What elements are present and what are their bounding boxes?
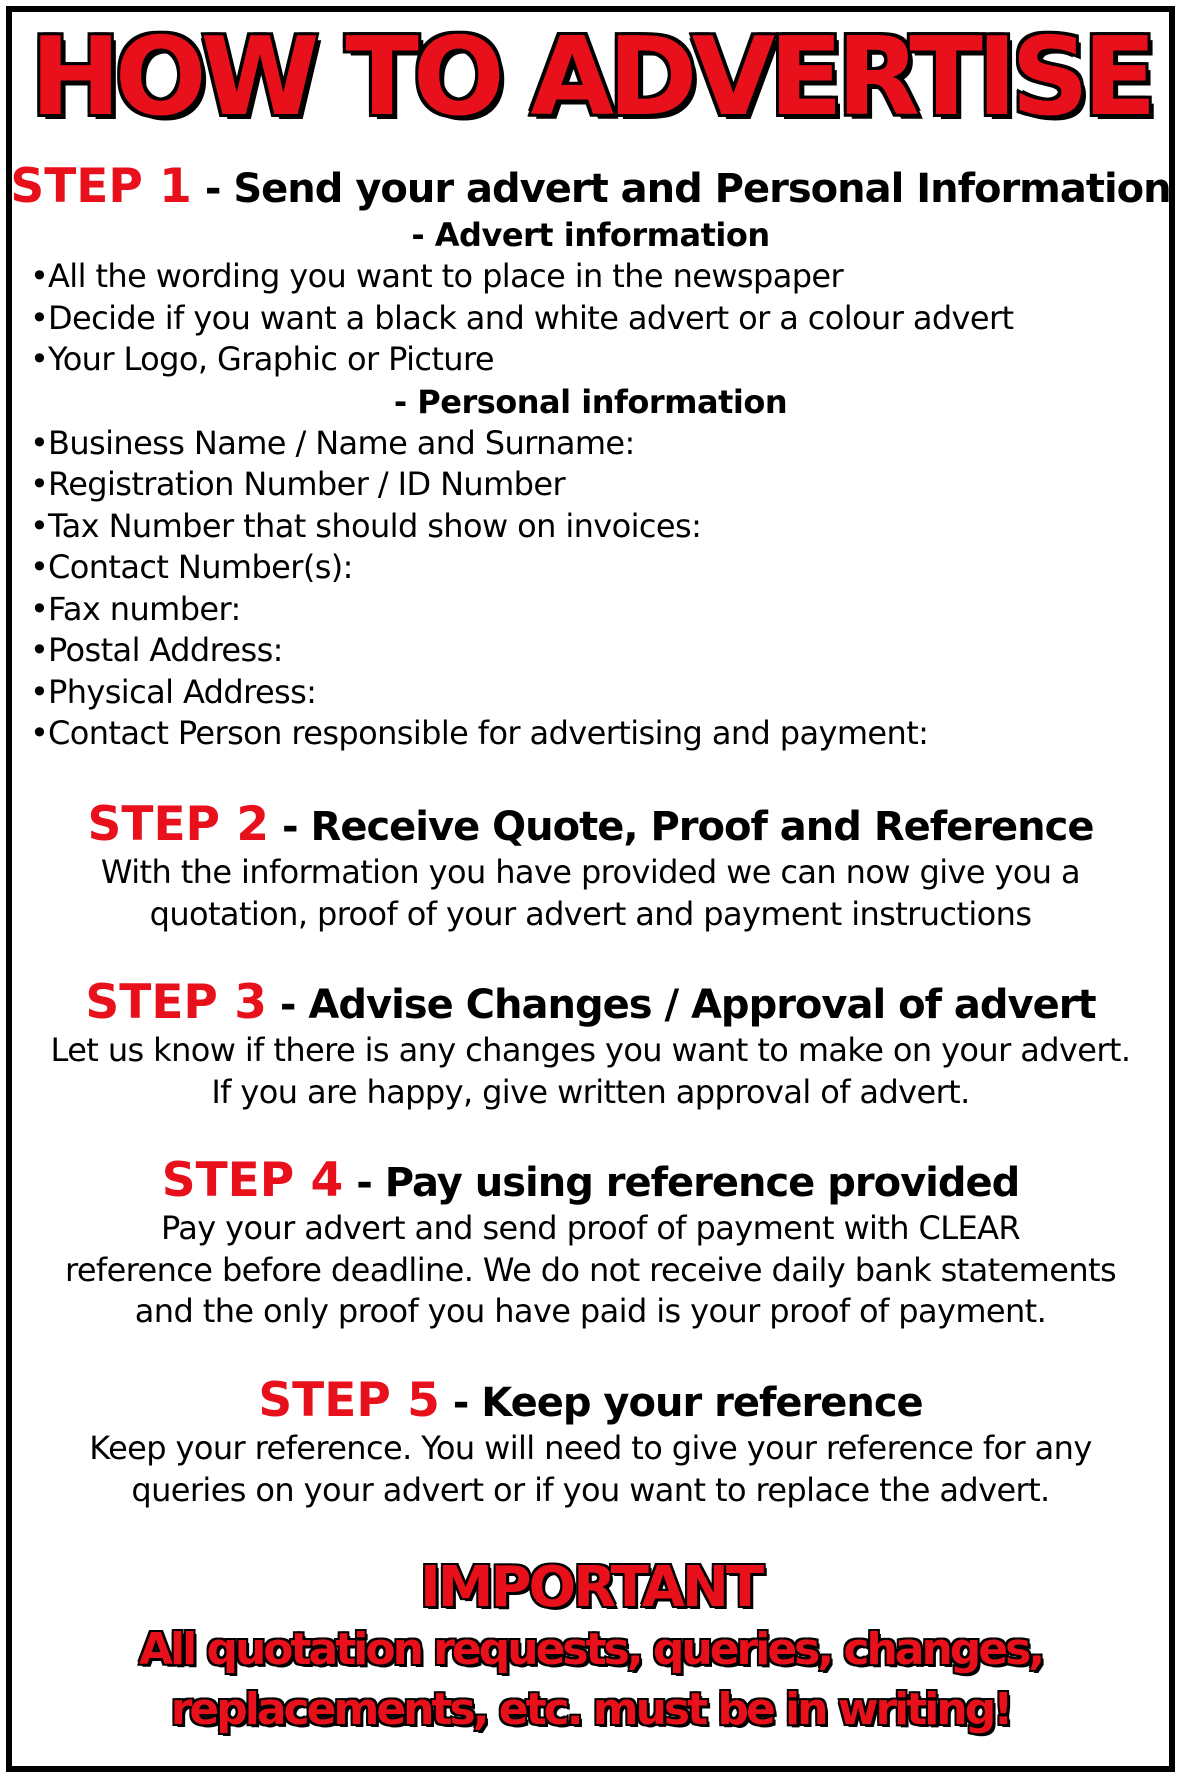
personal-info-list [0, 423, 1181, 755]
step-2-heading [0, 797, 1181, 852]
step-5-heading [0, 1373, 1181, 1428]
step-1-heading [0, 159, 1181, 214]
important-title: IMPORTANT [419, 1555, 762, 1620]
step-2-text: With the information you have provided we can now give you a quotation, proof of your advert and payment instructions [100, 853, 1081, 933]
step-3-section [0, 975, 1181, 1113]
step-4-text: Pay your advert and send proof of payment with CLEAR reference before deadline. We do not receive daily bank statements and the only proof you have paid is your proof of payment. [64, 1209, 1117, 1330]
list-item: • Business Name / Name and Surname: [30, 423, 1181, 465]
important-section [0, 1556, 1181, 1740]
list-item: • Tax Number that should show on invoices: [30, 506, 1181, 548]
step-4-heading [0, 1153, 1181, 1208]
step-2-section [0, 797, 1181, 935]
list-item: • Contact Number(s): [30, 547, 1181, 589]
step-3-text: Let us know if there is any changes you want to make on your advert. If you are happy, give written approval of advert. [50, 1031, 1131, 1111]
list-item: • Physical Address: [30, 672, 1181, 714]
step-1-number: STEP 1 [10, 159, 192, 214]
step-3-title: - Advise Changes / Approval of advert [279, 982, 1096, 1028]
list-item: • Registration Number / ID Number [30, 464, 1181, 506]
step-3-number: STEP 3 [85, 975, 267, 1030]
step-4-section [0, 1153, 1181, 1333]
list-item: • Contact Person responsible for advertising and payment: [30, 713, 1181, 755]
list-item: • Decide if you want a black and white advert or a colour advert [30, 298, 1181, 340]
list-item: • Postal Address: [30, 630, 1181, 672]
step-2-title: - Receive Quote, Proof and Reference [282, 804, 1094, 850]
list-item: • Fax number: [30, 589, 1181, 631]
step-1-title: - Send your advert and Personal Information [204, 166, 1171, 212]
list-item: • All the wording you want to place in the newspaper [30, 256, 1181, 298]
page-title: HOW TO ADVERTISE [30, 15, 1151, 140]
step-4-title: - Pay using reference provided [356, 1160, 1020, 1206]
list-item: • Your Logo, Graphic or Picture [30, 339, 1181, 381]
step-5-number: STEP 5 [258, 1373, 440, 1428]
step-5-title: - Keep your reference [452, 1380, 923, 1426]
step-3-heading [0, 975, 1181, 1030]
advert-info-list [0, 256, 1181, 381]
personal-info-heading: - Personal information [393, 382, 788, 421]
step-1-section [0, 159, 1181, 755]
step-4-number: STEP 4 [161, 1153, 344, 1208]
important-text: All quotation requests, queries, changes, replacements, etc. must be in writing! [138, 1624, 1043, 1735]
step-2-number: STEP 2 [87, 797, 270, 852]
step-5-section [0, 1373, 1181, 1511]
advert-info-heading: - Advert information [411, 216, 770, 254]
step-5-text: Keep your reference. You will need to give your reference for any queries on your advert or if you want to replace the advert. [89, 1429, 1092, 1509]
